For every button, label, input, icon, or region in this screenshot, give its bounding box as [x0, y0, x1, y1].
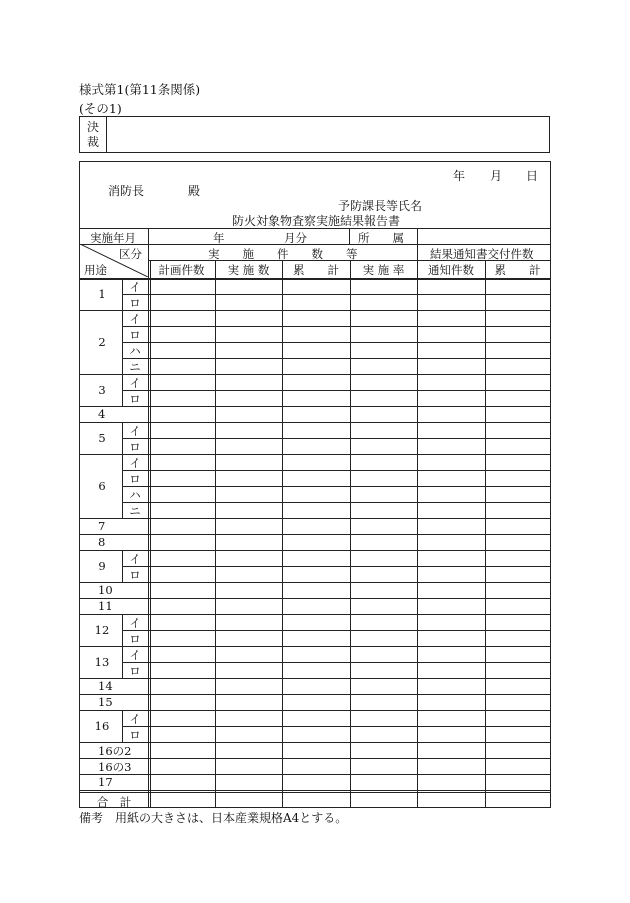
usage-sub-12-1: ロ — [129, 664, 141, 678]
usage-number-14: 15 — [98, 695, 113, 709]
usage-number-16: 16の2 — [98, 744, 132, 758]
usage-sub-4-0: イ — [129, 424, 141, 438]
date-day-label: 日 — [526, 169, 539, 183]
total-label: 合 計 — [96, 795, 132, 809]
usage-number-12: 13 — [94, 655, 110, 669]
approval-label-2: 裁 — [86, 135, 99, 149]
usage-number-6: 7 — [98, 519, 106, 533]
usage-number-1: 2 — [98, 335, 106, 349]
usage-sub-1-0: イ — [129, 312, 141, 326]
col-divider-dept-left — [349, 228, 350, 244]
header-top-rule — [80, 228, 550, 229]
column-header-6: 累 計 — [494, 263, 541, 277]
usage-sub-5-0: イ — [129, 456, 141, 470]
usage-number-9: 10 — [98, 583, 113, 597]
usage-number-17: 16の3 — [98, 760, 132, 774]
report-title: 防火対象物査察実施結果報告書 — [232, 214, 401, 228]
column-header-5: 通知件数 — [428, 263, 474, 277]
col-divider-4 — [417, 260, 418, 808]
col-divider-5 — [485, 260, 486, 808]
date-year-label: 年 — [453, 169, 466, 183]
usage-number-11: 12 — [94, 623, 110, 637]
col-divider-1 — [215, 260, 216, 808]
form-subtitle: (その1) — [79, 101, 122, 116]
approval-label — [80, 117, 107, 152]
col-divider-3 — [350, 260, 351, 808]
usage-number-18: 17 — [98, 775, 113, 789]
usage-number-3: 4 — [98, 407, 106, 421]
usage-sub-15-1: ロ — [129, 728, 141, 742]
impl-year-label: 年 — [213, 231, 225, 245]
usage-sub-4-1: ロ — [129, 440, 141, 454]
col-divider-dept-right — [417, 228, 418, 244]
usage-sub-1-2: ハ — [129, 344, 141, 358]
group-notice-label: 結果通知書交付件数 — [430, 247, 534, 261]
column-header-3: 累 計 — [293, 263, 339, 277]
diagonal-divider — [80, 244, 148, 277]
form-number: 様式第1(第11条関係) — [79, 82, 201, 97]
col-divider-usage — [148, 260, 149, 808]
usage-label: 用途 — [84, 263, 107, 277]
usage-sub-5-2: ハ — [129, 488, 141, 502]
addressee: 消防長 — [108, 184, 145, 198]
usage-number-5: 6 — [98, 479, 106, 493]
column-header-2: 実 施 数 — [227, 263, 270, 277]
usage-number-4: 5 — [98, 431, 106, 445]
dept-label: 所 属 — [358, 231, 404, 245]
column-header-1: 計画件数 — [158, 263, 205, 277]
usage-sub-8-1: ロ — [129, 568, 141, 582]
approval-label-1: 決 — [86, 120, 99, 134]
col-divider-2 — [282, 260, 283, 808]
usage-number-2: 3 — [98, 383, 106, 397]
usage-sub-11-0: イ — [129, 616, 141, 630]
approval-box — [79, 116, 550, 153]
usage-number-0: 1 — [98, 287, 106, 301]
usage-sub-5-1: ロ — [129, 472, 141, 486]
column-header-4: 実 施 率 — [362, 263, 405, 277]
usage-number-15: 16 — [94, 719, 110, 733]
usage-sub-12-0: イ — [129, 648, 141, 662]
usage-sub-11-1: ロ — [129, 632, 141, 646]
impl-month-label: 月分 — [284, 231, 307, 245]
usage-sub-5-3: ニ — [129, 504, 141, 518]
date-month-label: 月 — [490, 169, 503, 183]
usage-sub-1-3: ニ — [129, 360, 141, 374]
usage-sub-1-1: ロ — [129, 328, 141, 342]
usage-sub-0-1: ロ — [129, 296, 141, 310]
col-divider-usage-top — [148, 228, 149, 260]
col-divider-usage-double — [150, 260, 151, 808]
honorific: 殿 — [188, 184, 201, 198]
usage-sub-2-1: ロ — [129, 392, 141, 406]
impl-period-label: 実施年月 — [90, 231, 136, 245]
header-rule-2 — [80, 244, 550, 245]
usage-number-8: 9 — [98, 559, 106, 573]
remarks-note: 備考 用紙の大きさは、日本産業規格A4とする。 — [79, 811, 348, 825]
usage-sub-2-0: イ — [129, 376, 141, 390]
usage-sub-8-0: イ — [129, 552, 141, 566]
usage-number-13: 14 — [98, 679, 113, 693]
category-label: 区分 — [119, 247, 142, 261]
report-form — [79, 161, 551, 808]
usage-number-7: 8 — [98, 535, 106, 549]
sender-name-label: 予防課長等氏名 — [338, 199, 423, 213]
col-divider-group — [417, 244, 418, 260]
usage-number-10: 11 — [98, 599, 113, 613]
usage-sub-15-0: イ — [129, 712, 141, 726]
group-impl-count-label: 実 施 件 数 等 — [208, 247, 358, 261]
usage-sub-0-0: イ — [129, 280, 141, 294]
